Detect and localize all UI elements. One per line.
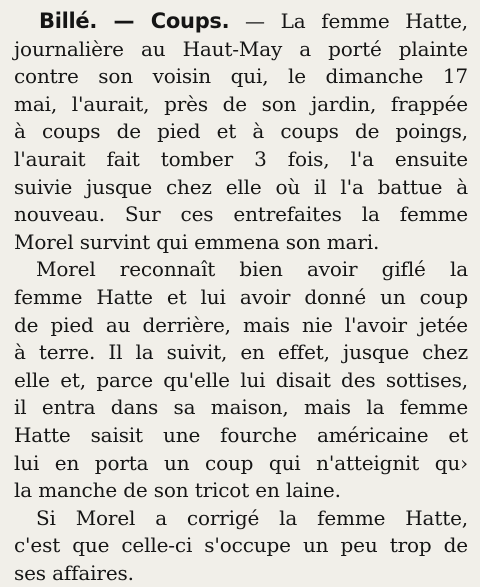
article-line-18: la manche de son tricot en laine. [14,478,341,503]
article-line-6: l'aurait fait tomber 3 fois, l'a ensuite [14,146,468,171]
article-line-3: contre son voisin qui, le dimanche 17 [14,64,468,89]
article-line-10: Morel reconnaît bien avoir giflé la [36,257,468,282]
article-line-7: suivie jusque chez elle où il l'a battue à [14,174,468,199]
article-line-5: à coups de pied et à coups de poings, [14,119,468,144]
article-line-11: femme Hatte et lui avoir donné un coup [14,284,468,309]
article-line-15: il entra dans sa maison, mais la femme [14,395,468,420]
article-line-12: de pied au derrière, mais nie l'avoir jetée [14,312,468,337]
article-line-16: Hatte saisit une fourche américaine et [14,422,468,447]
article-headline: Billé. — Coups. [39,9,230,33]
article-body [14,8,468,587]
article-line-14: elle et, parce qu'elle lui disait des sottises, [14,367,468,392]
article-line-13: à terre. Il la suivit, en effet, jusque chez [14,340,468,365]
article-line-2: journalière au Haut-May a porté plainte [14,36,468,61]
article-line-8: nouveau. Sur ces entrefaites la femme [14,202,468,227]
article-line-1 [14,8,468,36]
article-line-17: lui en porta un coup qui n'atteignit qu› [14,450,468,475]
article-line-21: ses affaires. [14,560,134,585]
article-line-4: mai, l'aurait, près de son jardin, frappée [14,91,468,116]
article-line-9: Morel survint qui emmena son mari. [14,229,380,254]
article-line-20: c'est que celle-ci s'occupe un peu trop de [14,533,468,558]
article-line-1-text: — La femme Hatte, [229,9,468,33]
article-line-19: Si Morel a corrigé la femme Hatte, [36,505,468,530]
